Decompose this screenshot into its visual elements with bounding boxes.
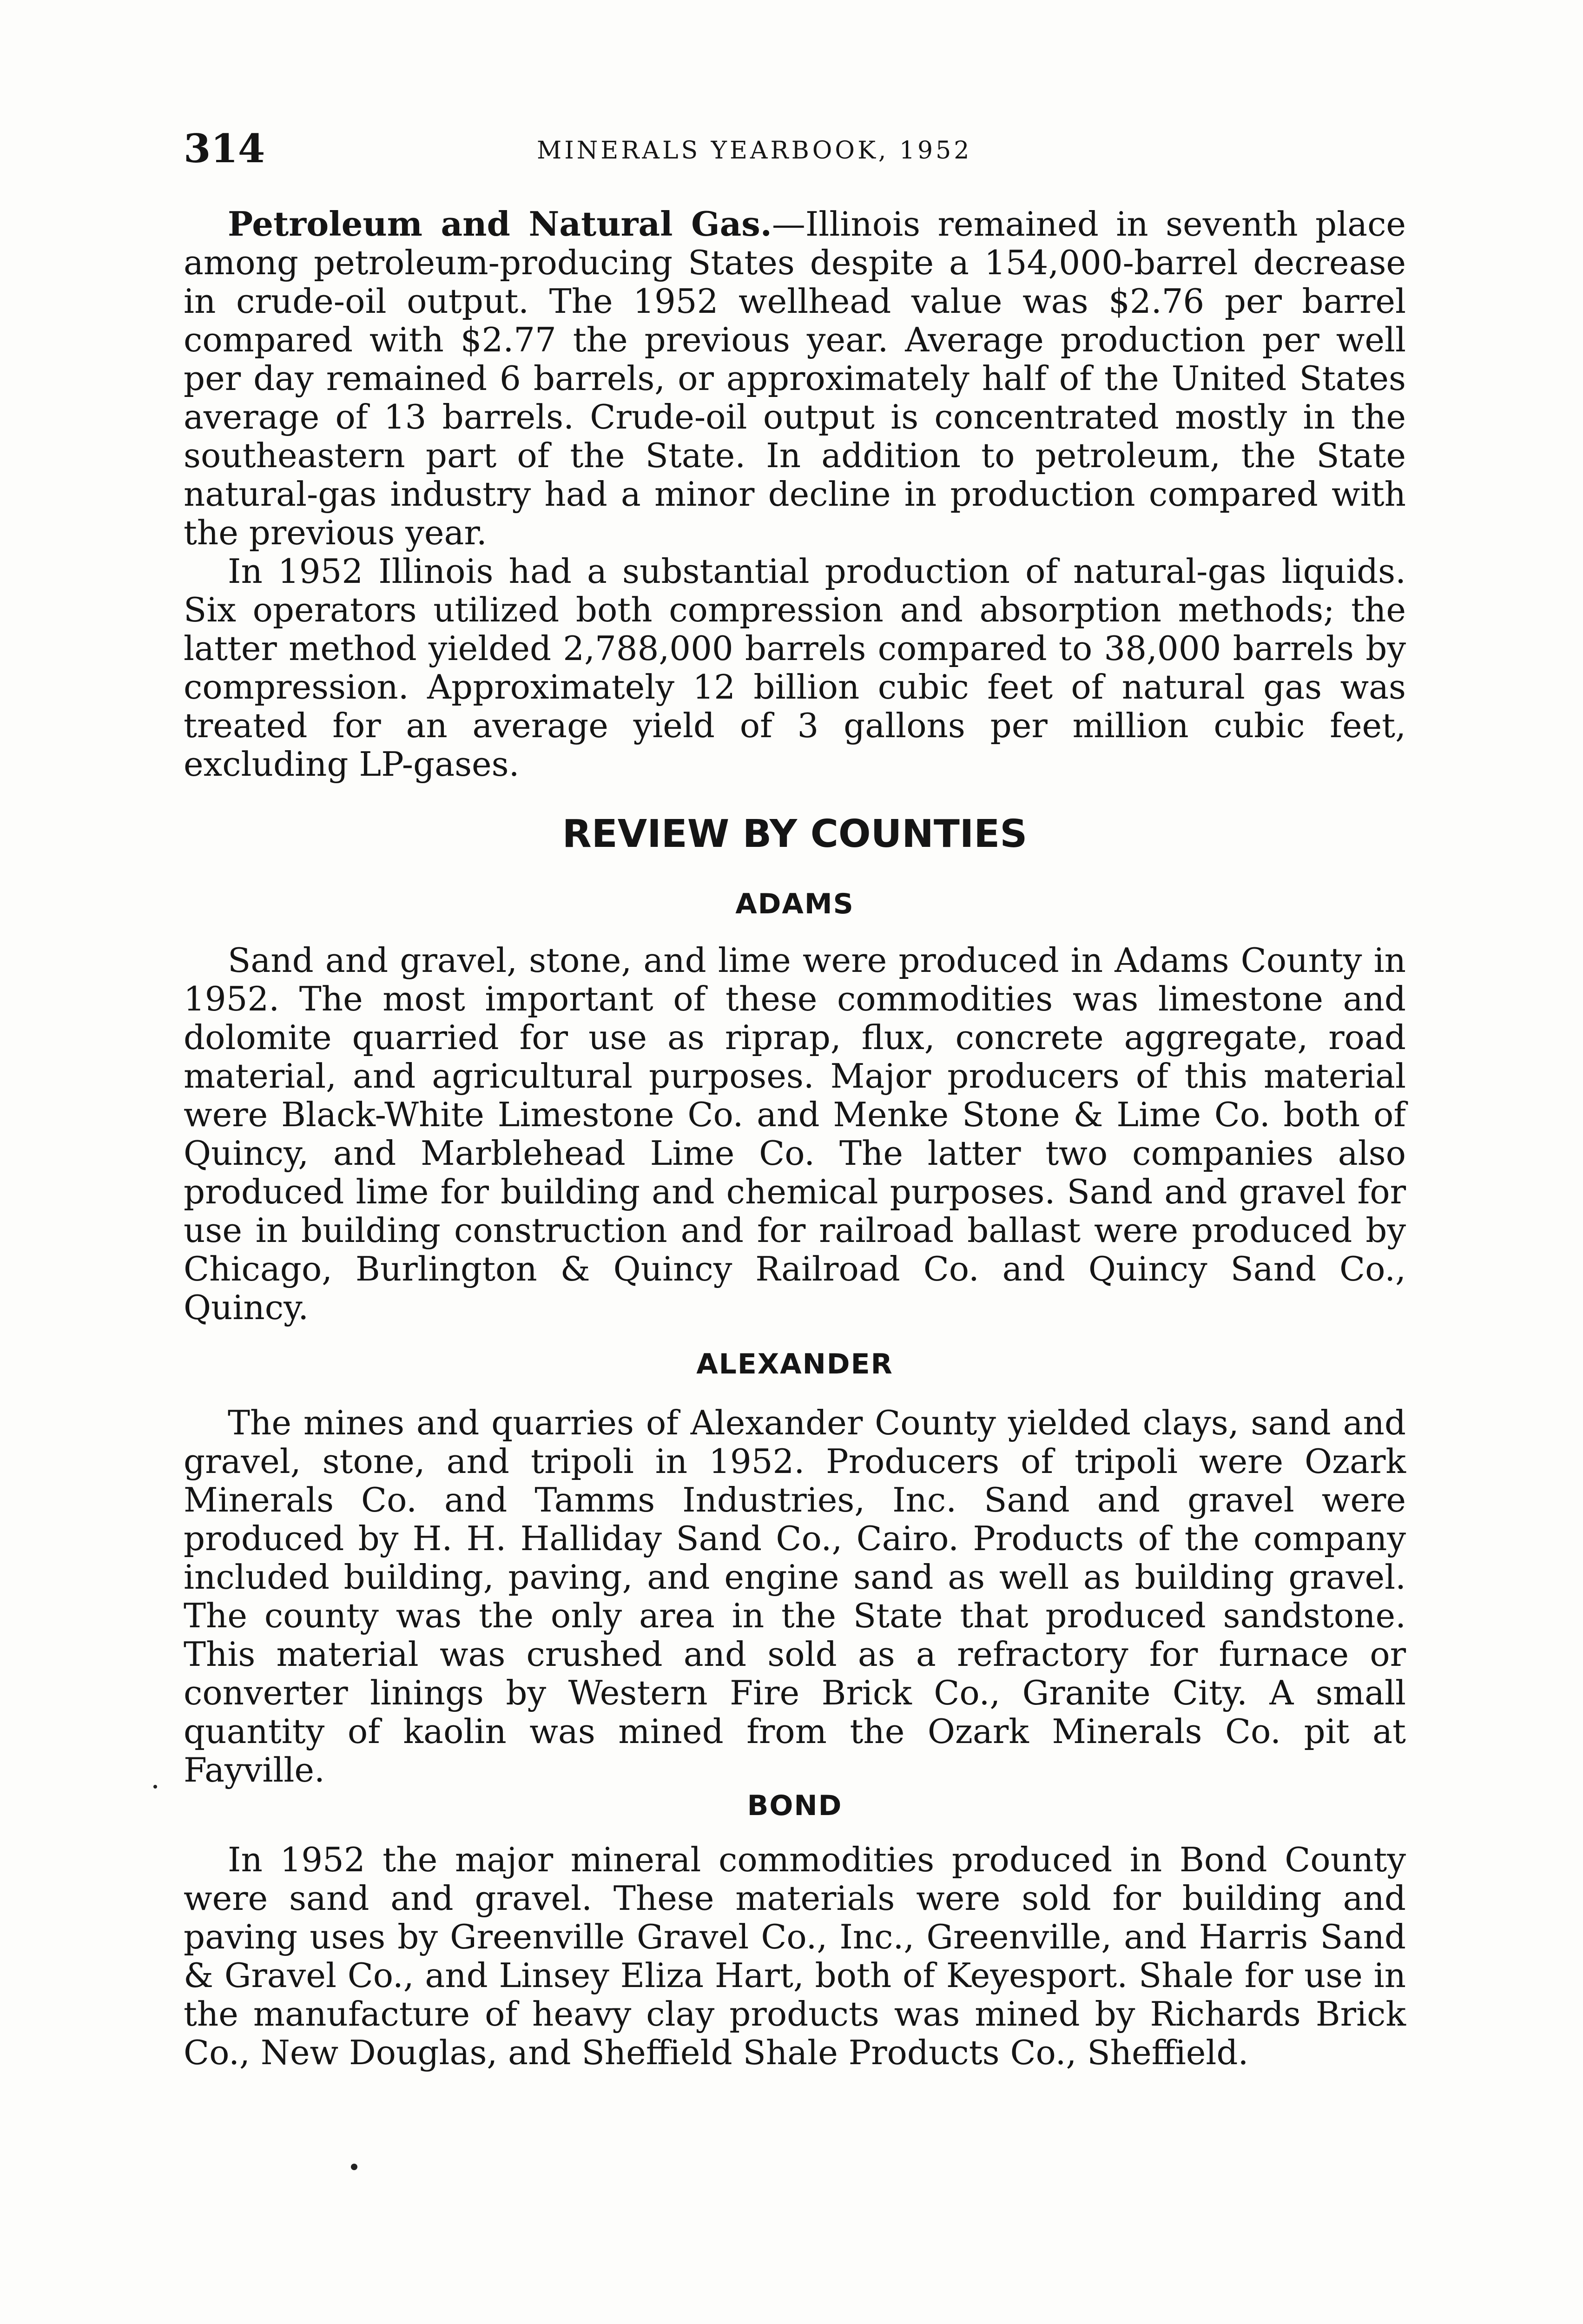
alexander-paragraph: The mines and quarries of Alexander County yielded clays, sand and gravel, stone, and tripoli in 1952. Producers of tripoli were Ozark Minerals Co. and Tamms Industries, Inc. Sand and gravel were produced by H. H. Halliday Sand Co., Cairo. Products of the company included building, paving, and engine sand as well as building gravel. The county was the only area in the State that produced sandstone. This material was crushed and sold as a refractory for furnace or converter linings by Western Fire Brick Co., Granite City. A small quantity of kaolin was mined from the Ozark Minerals Co. pit at Fayville. — [184, 1403, 1406, 1789]
adams-paragraph: Sand and gravel, stone, and lime were produced in Adams County in 1952. The most important of these commodities was limestone and dolomite quarried for use as riprap, flux, concrete aggregate, road material, and agricultural purposes. Major producers of this material were Black-White Limestone Co. and Menke Stone & Lime Co. both of Quincy, and Marblehead Lime Co. The latter two companies also produced lime for building and chemical purposes. Sand and gravel for use in building construction and for railroad ballast were produced by Chicago, Burlington & Quincy Railroad Co. and Quincy Sand Co., Quincy. — [184, 941, 1406, 1327]
natural-gas-liquids-paragraph: In 1952 Illinois had a substantial production of natural-gas liquids. Six operators utilized both compression and absorption methods; the latter method yielded 2,788,000 barrels compared to 38,000 barrels by compression. Approximately 12 billion cubic feet of natural gas was treated for an average yield of 3 gallons per million cubic feet, excluding LP-gases. — [184, 552, 1406, 784]
county-heading-alexander: ALEXANDER — [696, 1348, 893, 1380]
county-heading-adams: ADAMS — [735, 888, 854, 920]
bond-paragraph: In 1952 the major mineral commodities produced in Bond County were sand and gravel. These materials were sold for building and paving uses by Greenville Gravel Co., Inc., Greenville, and Harris Sand & Gravel Co., and Linsey Eliza Hart, both of Keyesport. Shale for use in the manufacture of heavy clay products was mined by Richards Brick Co., New Douglas, and Sheffield Shale Products Co., Sheffield. — [184, 1840, 1406, 2072]
petroleum-text: —Illinois remained in seventh place among petroleum-producing States despite a 154,000-barrel decrease in crude-oil output. The 1952 wellhead value was $2.76 per barrel compared with $2.77 the previous year. Average production per well per day remained 6 barrels, or approximately half of the United States average of 13 barrels. Crude-oil output is concentrated mostly in the southeastern part of the State. In addition to petroleum, the State natural-gas industry had a minor decline in production compared with the previous year. — [184, 205, 1406, 552]
petroleum-paragraph — [184, 205, 1406, 552]
county-text-alexander — [184, 1404, 1406, 1789]
county-text-bond — [184, 1841, 1406, 2072]
run-in-heading: Petroleum and Natural Gas. — [228, 204, 772, 244]
ink-dot — [153, 1785, 157, 1789]
ink-speck — [351, 2164, 357, 2170]
running-title: MINERALS YEARBOOK, 1952 — [537, 137, 972, 165]
page-number: 314 — [184, 125, 265, 172]
county-heading-bond: BOND — [747, 1789, 843, 1822]
petroleum-section — [184, 205, 1406, 784]
running-head — [184, 125, 1406, 181]
section-title: REVIEW BY COUNTIES — [562, 812, 1028, 856]
county-text-adams — [184, 941, 1406, 1327]
